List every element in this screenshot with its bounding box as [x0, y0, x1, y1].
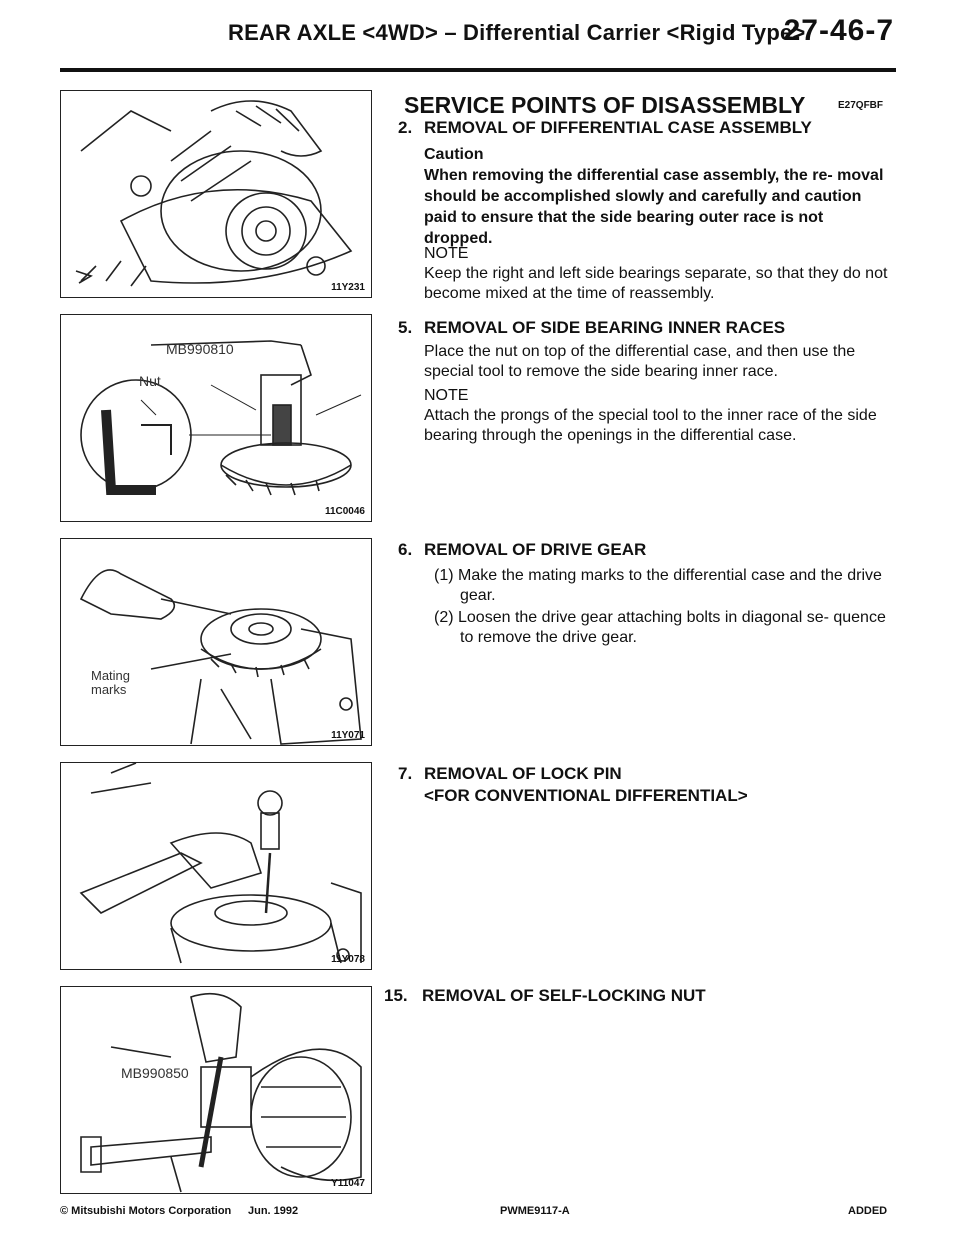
figure-id: 11C0046: [324, 506, 365, 517]
figure-mating-marks: [60, 538, 372, 746]
item-number: 5.: [398, 318, 413, 337]
figure-id: 11Y071: [331, 730, 365, 741]
figure-id: 11Y078: [331, 954, 365, 965]
figure-illustration: [61, 91, 372, 298]
note-text: Attach the prongs of the special tool to the inner race of the side bearing through the openings in the differential case.: [424, 407, 877, 444]
page-number: 27-46-7: [783, 14, 894, 47]
tool-label: MB990850: [121, 1065, 189, 1081]
item-heading: [398, 540, 646, 560]
page-header: [60, 0, 896, 72]
item-number: 6.: [398, 540, 413, 559]
header-title: REAR AXLE <4WD> – Differential Carrier <Rigid Type>: [228, 20, 806, 45]
note-text: Keep the right and left side bearings separate, so that they do not become mixed at the time of reassembly.: [424, 265, 888, 302]
item-subheading: <FOR CONVENTIONAL DIFFERENTIAL>: [424, 786, 748, 805]
item-heading-text: REMOVAL OF SIDE BEARING INNER RACES: [424, 318, 786, 337]
item-number: 2.: [398, 118, 413, 137]
step-item: (1) Make the mating marks to the differential case and the drive gear.: [434, 567, 882, 604]
step-item: (2) Loosen the drive gear attaching bolts in diagonal se- quence to remove the drive gear.: [434, 609, 886, 646]
footer-code: PWME9117-A: [500, 1205, 570, 1217]
caution-text: When removing the differential case assembly, the re- moval should be accomplished slowly and carefully and caution paid to ensure that the side bearing outer race is not dropped.: [424, 167, 884, 247]
item-heading-text: REMOVAL OF DRIVE GEAR: [424, 540, 647, 559]
header-rule: [60, 68, 896, 72]
figure-differential-case: [60, 90, 372, 298]
item-heading: [398, 318, 785, 338]
mating-marks-label: Mating marks: [91, 668, 131, 697]
footer-copyright: © Mitsubishi Motors Corporation: [60, 1205, 232, 1217]
note-label: NOTE: [424, 387, 469, 404]
caution-label: Caution: [424, 146, 484, 163]
figure-self-locking-nut: [60, 986, 372, 1194]
nut-label: Nut: [139, 373, 161, 389]
footer-date: Jun. 1992: [248, 1205, 299, 1217]
figure-lock-pin: [60, 762, 372, 970]
item-heading-text: REMOVAL OF SELF-LOCKING NUT: [422, 986, 706, 1005]
item-heading-text: REMOVAL OF LOCK PIN: [424, 764, 622, 783]
figure-id: Y11047: [331, 1178, 365, 1189]
figure-illustration: [61, 763, 372, 970]
note-label: NOTE: [424, 245, 469, 262]
item-text: Place the nut on top of the differential case, and then use the special tool to remove the side bearing inner race.: [424, 343, 856, 380]
item-heading-text: REMOVAL OF DIFFERENTIAL CASE ASSEMBLY: [424, 118, 812, 137]
item-number: 7.: [398, 764, 413, 783]
figure-illustration: [61, 987, 372, 1194]
item-heading: [398, 118, 812, 138]
item-heading: [384, 986, 706, 1006]
section-code: E27QFBF: [838, 100, 884, 111]
figure-illustration: [61, 539, 372, 746]
figure-bearing-puller: [60, 314, 372, 522]
section-title: SERVICE POINTS OF DISASSEMBLY: [404, 92, 806, 118]
figure-id: 11Y231: [331, 282, 365, 293]
tool-label: MB990810: [166, 341, 234, 357]
footer-added: ADDED: [848, 1205, 888, 1217]
item-number: 15.: [384, 986, 408, 1005]
item-heading: [398, 764, 622, 784]
